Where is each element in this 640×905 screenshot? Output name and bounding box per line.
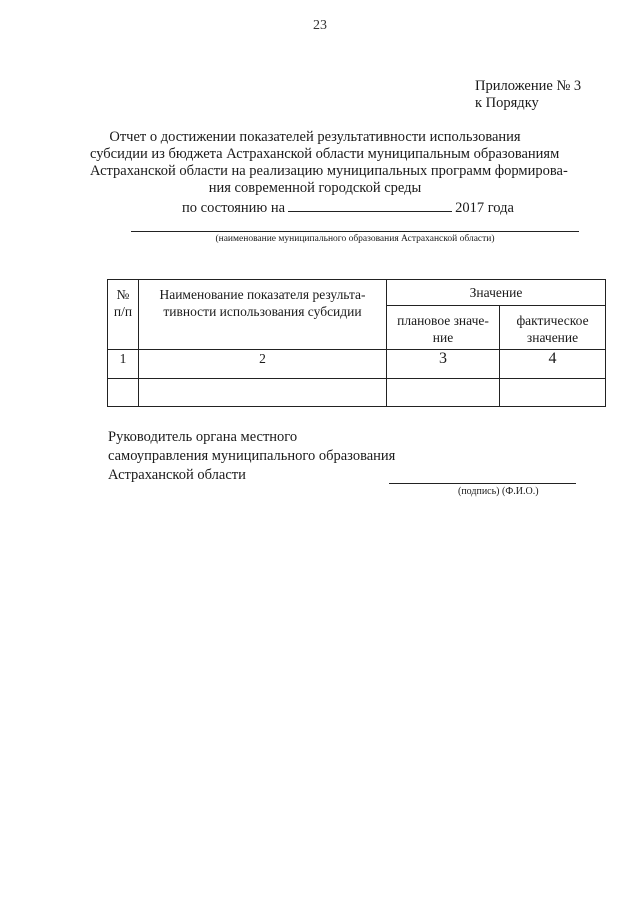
indicators-table (107, 279, 606, 407)
header-planned: плановое значе- ние (387, 306, 500, 350)
municipality-blank-line (131, 231, 579, 232)
header-num: № п/п (108, 280, 139, 350)
signature-caption: (подпись) (Ф.И.О.) (458, 486, 539, 497)
table-cell (139, 379, 387, 407)
appendix-line: к Порядку (475, 95, 539, 111)
signer-line: Астраханской области (108, 467, 246, 483)
signer-line: самоуправления муниципального образования (108, 448, 396, 464)
table-row (108, 379, 606, 407)
document-title (90, 129, 568, 197)
title-line: Астраханской области на реализацию муниципальных программ формирова- (90, 163, 568, 179)
date-blank-field (288, 199, 452, 212)
title-line: ния современной городской среды (208, 180, 422, 196)
appendix-header (475, 78, 581, 112)
signer-block (108, 428, 395, 485)
header-indicator-name: Наименование показателя результа- тивности использования субсидии (139, 280, 387, 350)
appendix-line: Приложение № 3 (475, 78, 582, 94)
header-value: Значение (387, 280, 606, 306)
municipality-caption: (наименование муниципального образования Астраханской области) (215, 234, 495, 244)
table-cell: 2 (139, 350, 387, 379)
signature-blank-line (389, 483, 576, 484)
as-of-date-line (182, 199, 514, 217)
table-cell (500, 379, 606, 407)
table-cell: 1 (108, 350, 139, 379)
page-number: 23 (313, 18, 327, 33)
table-cell (108, 379, 139, 407)
title-line: субсидии из бюджета Астраханской области муниципальным образованиям (90, 146, 560, 162)
table-cell: 3 (387, 350, 500, 379)
table-row (108, 350, 606, 379)
table-cell: 4 (500, 350, 606, 379)
table-cell (387, 379, 500, 407)
signer-line: Руководитель органа местного (108, 429, 298, 445)
title-line: Отчет о достижении показателей результативности использования (109, 129, 521, 145)
header-actual: фактическое значение (500, 306, 606, 350)
as-of-prefix: по состоянию на (182, 200, 286, 216)
as-of-suffix: 2017 года (455, 200, 514, 216)
